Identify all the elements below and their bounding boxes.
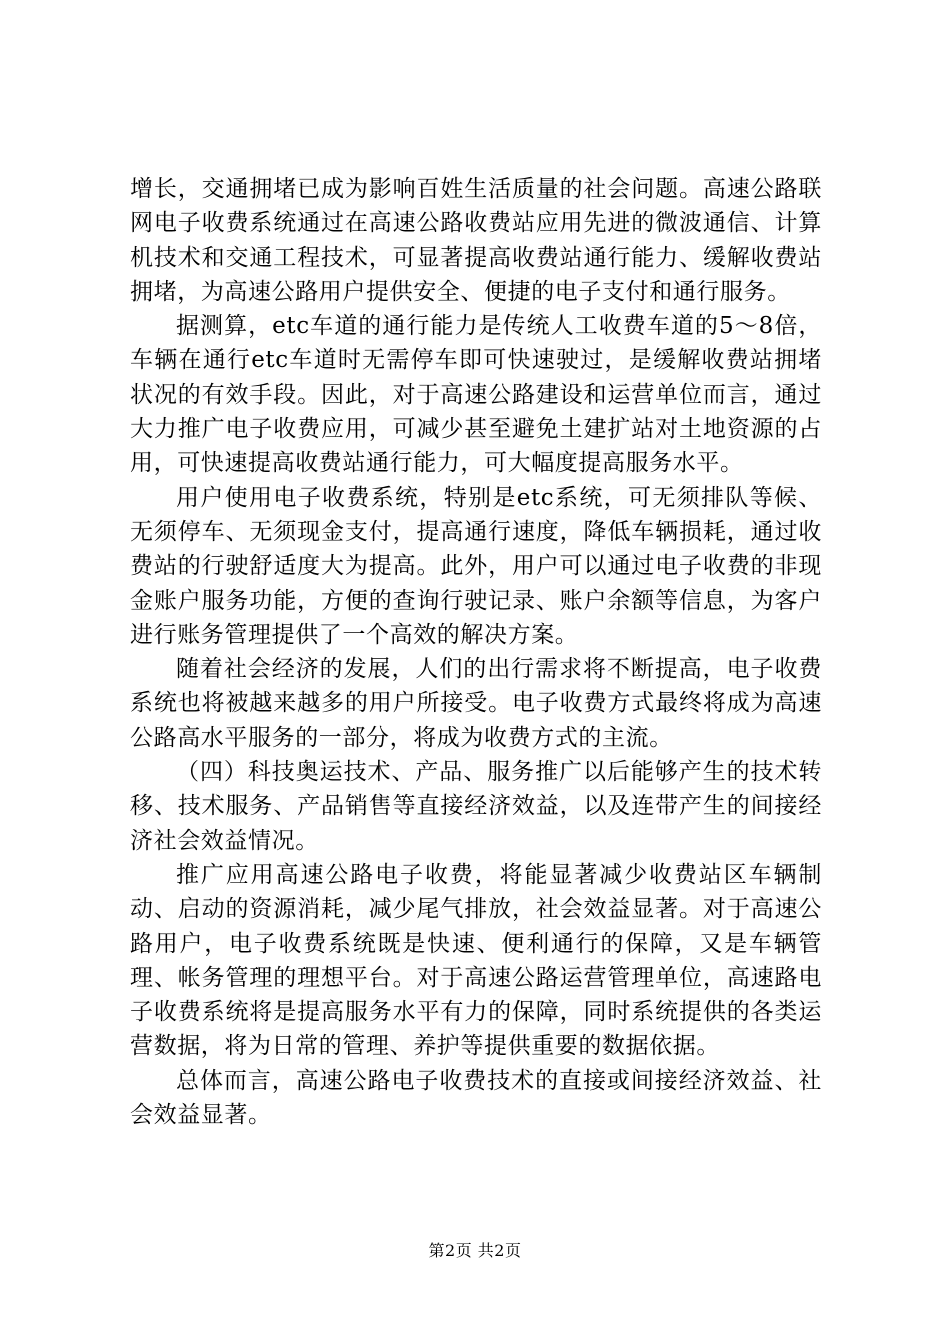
paragraph-2: 据测算，etc车道的通行能力是传统人工收费车道的5～8倍，车辆在通行etc车道时无需停车即可快速驶过，是缓解收费站拥堵状况的有效手段。因此，对于高速公路建设和运营单位而言，通过大力推广电子收费应用，可减少甚至避免土建扩站对土地资源的占用，可快速提高收费站通行能力，可大幅度提高服务水平。 — [130, 313, 822, 477]
document-body — [130, 172, 822, 1132]
paragraph-6: 推广应用高速公路电子收费，将能显著减少收费站区车辆制动、启动的资源消耗，减少尾气排放，社会效益显著。对于高速公路用户，电子收费系统既是快速、便利通行的保障，又是车辆管理、帐务管理的理想平台。对于高速公路运营管理单位，高速路电子收费系统将是提高服务水平有力的保障，同时系统提供的各类运营数据，将为日常的管理、养护等提供重要的数据依据。 — [130, 861, 822, 1060]
paragraph-4: 随着社会经济的发展，人们的出行需求将不断提高，电子收费系统也将被越来越多的用户所接受。电子收费方式最终将成为高速公路高水平服务的一部分，将成为收费方式的主流。 — [130, 656, 822, 751]
page-number-footer: 第2页 共2页 — [428, 1241, 522, 1260]
paragraph-7: 总体而言，高速公路电子收费技术的直接或间接经济效益、社会效益显著。 — [130, 1067, 822, 1129]
paragraph-5-section-heading: （四）科技奥运技术、产品、服务推广以后能够产生的技术转移、技术服务、产品销售等直接经济效益，以及连带产生的间接经济社会效益情况。 — [130, 759, 822, 854]
paragraph-1: 增长，交通拥堵已成为影响百姓生活质量的社会问题。高速公路联网电子收费系统通过在高速公路收费站应用先进的微波通信、计算机技术和交通工程技术，可显著提高收费站通行能力、缓解收费站拥堵，为高速公路用户提供安全、便捷的电子支付和通行服务。 — [130, 176, 822, 305]
paragraph-3: 用户使用电子收费系统，特别是etc系统，可无须排队等候、无须停车、无须现金支付，提高通行速度，降低车辆损耗，通过收费站的行驶舒适度大为提高。此外，用户可以通过电子收费的非现金账户服务功能，方便的查询行驶记录、账户余额等信息，为客户进行账务管理提供了一个高效的解决方案。 — [130, 484, 822, 648]
